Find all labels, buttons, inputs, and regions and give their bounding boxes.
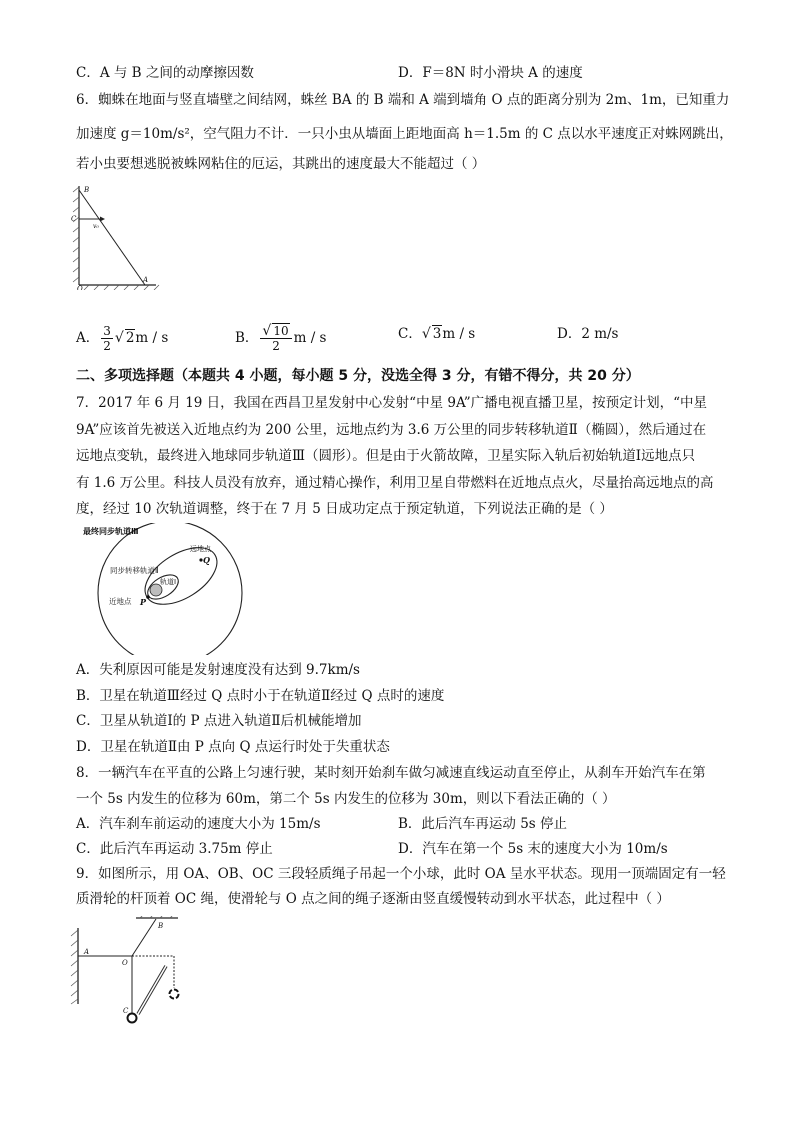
- q6-line-1: 6．蜘蛛在地面与竖直墙壁之间结网，蛛丝 BA 的 B 端和 A 端到墙角 O 点的距离分别为 2m、1m，已知重力: [76, 92, 730, 108]
- q6-option-b-label: B．: [235, 330, 259, 346]
- q7-label-apogee: 远地点: [190, 545, 211, 553]
- q6-label-o: O: [77, 285, 83, 290]
- q7-figure-orbits: [80, 523, 265, 655]
- q7-line-5: 度，经过 10 次轨道调整，终于在 7 月 5 日成功定点于预定轨道，下列说法正确的是（ ）: [76, 501, 613, 517]
- q5-option-c: C．A 与 B 之间的动摩擦因数: [76, 65, 254, 81]
- q6-option-b-den: 2: [272, 339, 280, 353]
- q8-line-1: 8．一辆汽车在平直的公路上匀速行驶，某时刻开始刹车做匀减速直线运动直至停止，从刹车开始汽车在第: [76, 765, 706, 781]
- q6-option-a-unit: m / s: [135, 330, 169, 346]
- q6-label-a: A: [143, 276, 149, 284]
- q6-option-a-den: 2: [103, 339, 111, 353]
- q8-option-b: B．此后汽车再运动 5s 停止: [398, 816, 568, 832]
- q9-label-o: O: [122, 959, 128, 967]
- q6-option-b: [235, 324, 327, 353]
- q7-label-p: P: [140, 597, 147, 607]
- q6-option-d: D．2 m/s: [557, 326, 619, 342]
- q6-label-b: B: [84, 186, 90, 194]
- q7-line-2: 9A”应该首先被送入近地点约为 200 公里，远地点约为 3.6 万公里的同步转移轨道Ⅱ（椭圆），然后通过在: [76, 422, 707, 438]
- q9-label-c: C: [123, 1007, 129, 1015]
- q7-line-3: 远地点变轨，最终进入地球同步轨道Ⅲ（圆形）。但是由于火箭故障，卫星实际入轨后初始轨道Ⅰ远地点只: [76, 448, 696, 464]
- q9-line-1: 9．如图所示，用 OA、OB、OC 三段轻质绳子吊起一个小球，此时 OA 呈水平状态。现用一顶端固定有一轻: [76, 866, 726, 882]
- q7-option-d: D．卫星在轨道Ⅱ由 P 点向 Q 点运行时处于失重状态: [76, 739, 390, 755]
- q6-option-b-fraction: $\frac{√ 10}{2}$: [260, 324, 291, 353]
- q9-line-2: 质滑轮的杆顶着 OC 绳，使滑轮与 O 点之间的绳子逐渐由竖直缓慢转动到水平状态，此过程中（ ）: [76, 891, 670, 907]
- q8-option-c: C．此后汽车再运动 3.75m 停止: [76, 841, 273, 857]
- q6-option-a: A． $\frac{3}{2}$ √ 2m / s: [76, 324, 169, 353]
- q6-label-v0: v₀: [93, 223, 99, 230]
- q7-label-orbit-2: 同步转移轨道Ⅱ: [110, 566, 159, 575]
- q6-figure-spider-web: [70, 182, 165, 290]
- q7-label-orbit-3: 最终同步轨道Ⅲ: [83, 527, 139, 536]
- q6-option-a-radicand: 2: [125, 330, 135, 346]
- q7-label-perigee: 近地点: [109, 597, 132, 606]
- section-2-heading: 二、多项选择题（本题共 4 小题，每小题 5 分，没选全得 3 分，有错不得分，共 20 分）: [76, 368, 640, 384]
- q8-option-a: A．汽车刹车前运动的速度大小为 15m/s: [76, 816, 321, 832]
- q7-line-1: 7．2017 年 6 月 19 日，我国在西昌卫星发射中心发射“中星 9A”广播电视直播卫星，按预定计划，“中星: [76, 395, 708, 411]
- q9-figure-ropes: [66, 916, 206, 1028]
- q6-option-c: C．√ 3m / s: [398, 326, 476, 342]
- q8-option-d: D．汽车在第一个 5s 末的速度大小为 10m/s: [398, 841, 668, 857]
- q7-option-a: A．失利原因可能是发射速度没有达到 9.7km/s: [76, 662, 360, 678]
- q7-option-b: B．卫星在轨道Ⅲ经过 Q 点时小于在轨道Ⅱ经过 Q 点时的速度: [76, 688, 445, 704]
- q9-label-b: B: [158, 922, 164, 930]
- q6-option-c-radicand: 3: [432, 326, 442, 342]
- q6-option-c-label: C．: [398, 326, 422, 342]
- q6-option-b-radicand: 10: [273, 324, 289, 338]
- q6-option-b-unit: m / s: [293, 330, 327, 346]
- q6-label-c: C: [71, 215, 77, 223]
- q7-label-orbit-1: 轨道Ⅰ: [160, 578, 177, 586]
- q7-option-c: C．卫星从轨道Ⅰ的 P 点进入轨道Ⅱ后机械能增加: [76, 713, 362, 729]
- q6-line-3: 若小虫要想逃脱被蛛网粘住的厄运，其跳出的速度最大不能超过（ ）: [76, 156, 486, 172]
- q8-line-2: 一个 5s 内发生的位移为 60m，第二个 5s 内发生的位移为 30m，则以下看法正确的（ ）: [76, 791, 616, 807]
- q6-option-a-label: A．: [76, 330, 100, 346]
- q9-label-a: A: [84, 948, 90, 956]
- q6-option-c-unit: m / s: [442, 326, 476, 342]
- q5-option-d: D．F＝8N 时小滑块 A 的速度: [398, 65, 583, 81]
- q6-line-2: 加速度 g＝10m/s²，空气阻力不计．一只小虫从墙面上距地面高 h＝1.5m 的 C 点以水平速度正对蛛网跳出，: [76, 126, 733, 142]
- q6-option-a-num: 3: [103, 324, 111, 338]
- q7-line-4: 有 1.6 万公里。科技人员没有放弃，通过精心操作，利用卫星自带燃料在近地点点火，尽量抬高远地点的高: [76, 475, 714, 491]
- q6-option-a-fraction: [101, 324, 113, 353]
- q7-label-q: Q: [203, 555, 210, 565]
